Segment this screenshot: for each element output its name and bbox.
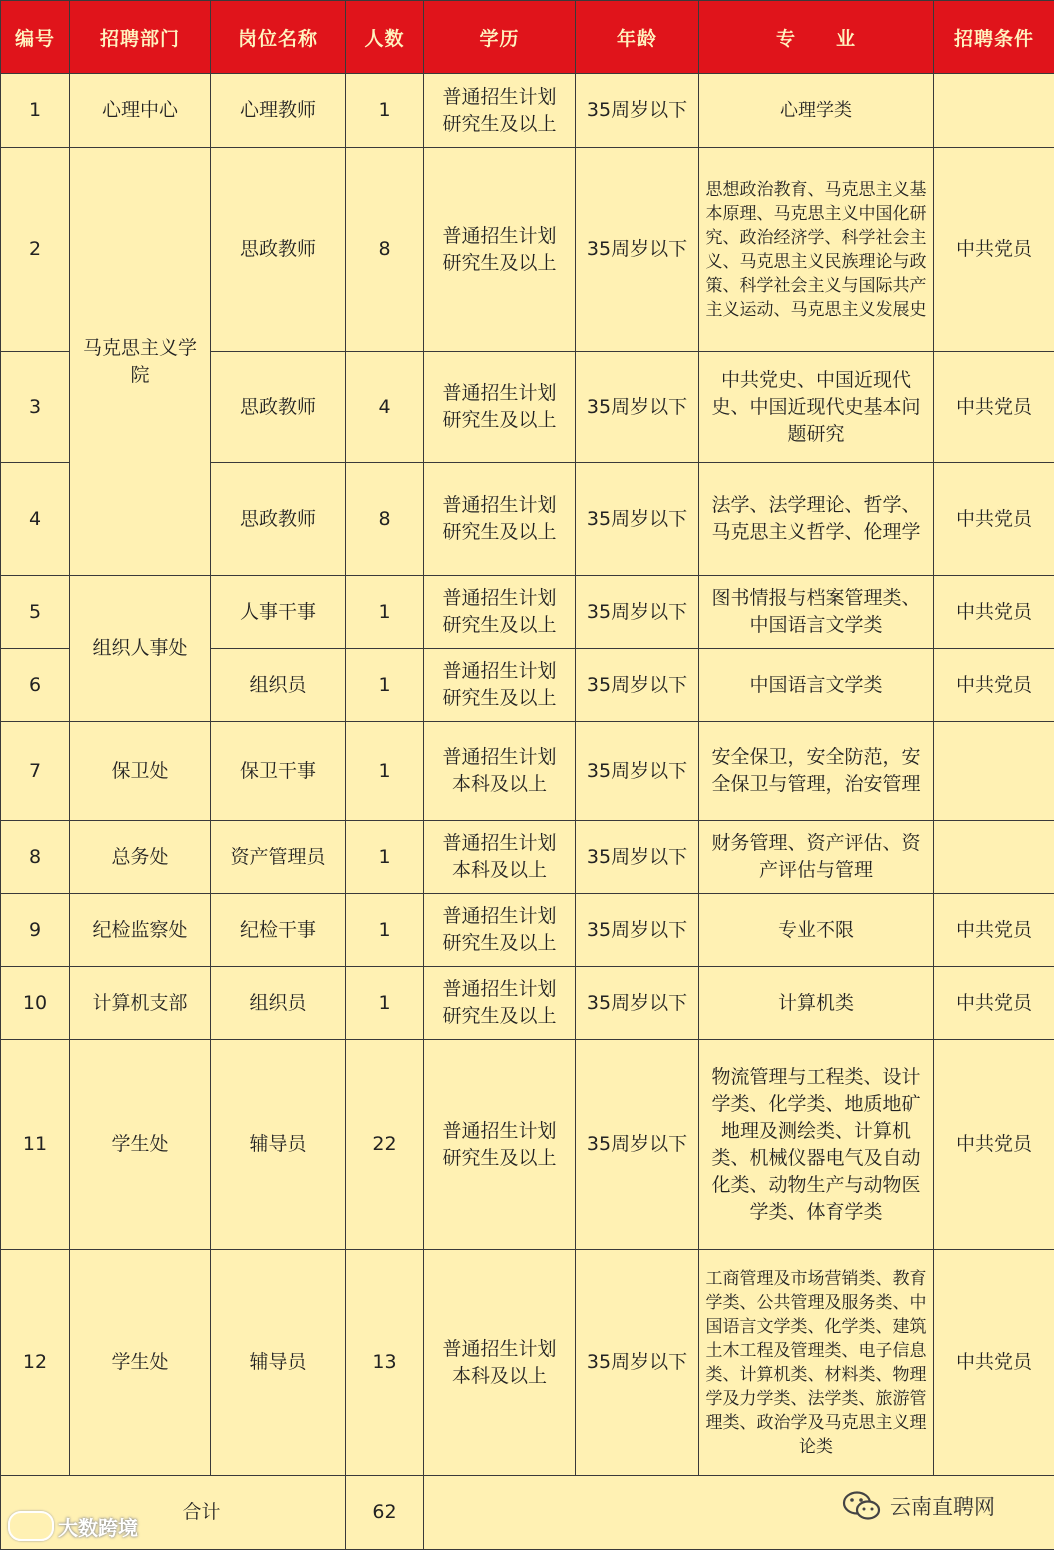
header-edu: 学历	[424, 1, 576, 74]
cell-post: 纪检干事	[211, 894, 346, 967]
cell-no: 8	[1, 821, 70, 894]
header-no: 编号	[1, 1, 70, 74]
cell-no: 4	[1, 463, 70, 576]
cell-no: 2	[1, 148, 70, 352]
cell-cond: 中共党员	[934, 894, 1054, 967]
cell-major: 财务管理、资产评估、资产评估与管理	[699, 821, 934, 894]
cell-major: 工商管理及市场营销类、教育学类、公共管理及服务类、中国语言文学类、化学类、建筑土木工程及管理类、电子信息类、计算机类、材料类、物理学及力学类、法学类、旅游管理类、政治学及马克思主义理论类	[699, 1250, 934, 1476]
cell-edu: 普通招生计划 研究生及以上	[424, 576, 576, 649]
cell-count: 1	[346, 649, 424, 722]
cell-cond: 中共党员	[934, 1040, 1054, 1250]
header-row	[1, 1, 1054, 74]
cell-age: 35周岁以下	[576, 821, 699, 894]
cell-post: 组织员	[211, 649, 346, 722]
cell-post: 保卫干事	[211, 722, 346, 821]
cell-no: 7	[1, 722, 70, 821]
cell-dept: 纪检监察处	[70, 894, 211, 967]
cell-age: 35周岁以下	[576, 352, 699, 463]
cell-cond: 中共党员	[934, 352, 1054, 463]
cell-age: 35周岁以下	[576, 148, 699, 352]
cell-age: 35周岁以下	[576, 894, 699, 967]
cell-count: 8	[346, 148, 424, 352]
cell-cond: 中共党员	[934, 649, 1054, 722]
cell-major: 心理学类	[699, 74, 934, 148]
cell-dept: 计算机支部	[70, 967, 211, 1040]
table-row	[1, 148, 1054, 352]
cell-edu: 普通招生计划 研究生及以上	[424, 967, 576, 1040]
cell-major: 思想政治教育、马克思主义基本原理、马克思主义中国化研究、政治经济学、科学社会主义、马克思主义民族理论与政策、科学社会主义与国际共产主义运动、马克思主义发展史	[699, 148, 934, 352]
cell-dept: 总务处	[70, 821, 211, 894]
watermark-left	[8, 1511, 138, 1541]
cell-no: 1	[1, 74, 70, 148]
cell-edu: 普通招生计划 本科及以上	[424, 1250, 576, 1476]
cell-dept: 马克思主义学院	[70, 148, 211, 576]
cell-major: 计算机类	[699, 967, 934, 1040]
cell-post: 辅导员	[211, 1040, 346, 1250]
cell-post: 人事干事	[211, 576, 346, 649]
header-cond: 招聘条件	[934, 1, 1054, 74]
table-row	[1, 894, 1054, 967]
cell-dept: 保卫处	[70, 722, 211, 821]
cell-edu: 普通招生计划 研究生及以上	[424, 352, 576, 463]
cell-no: 12	[1, 1250, 70, 1476]
cell-edu: 普通招生计划 本科及以上	[424, 722, 576, 821]
cell-post: 资产管理员	[211, 821, 346, 894]
header-post: 岗位名称	[211, 1, 346, 74]
cell-post: 思政教师	[211, 352, 346, 463]
cell-cond: 中共党员	[934, 1250, 1054, 1476]
table-row	[1, 74, 1054, 148]
cell-post: 思政教师	[211, 463, 346, 576]
cell-post: 辅导员	[211, 1250, 346, 1476]
cell-major: 法学、法学理论、哲学、马克思主义哲学、伦理学	[699, 463, 934, 576]
cell-post: 组织员	[211, 967, 346, 1040]
watermark-right	[842, 1490, 995, 1522]
cell-no: 10	[1, 967, 70, 1040]
header-count: 人数	[346, 1, 424, 74]
total-label: 合计	[1, 1476, 346, 1550]
cell-cond	[934, 722, 1054, 821]
cell-count: 1	[346, 576, 424, 649]
cell-age: 35周岁以下	[576, 1250, 699, 1476]
cell-age: 35周岁以下	[576, 74, 699, 148]
cell-count: 8	[346, 463, 424, 576]
table-row	[1, 821, 1054, 894]
cell-no: 6	[1, 649, 70, 722]
cell-age: 35周岁以下	[576, 463, 699, 576]
cell-no: 11	[1, 1040, 70, 1250]
cell-count: 4	[346, 352, 424, 463]
cell-count: 1	[346, 74, 424, 148]
watermark-right-text: 云南直聘网	[890, 1491, 995, 1521]
cell-no: 5	[1, 576, 70, 649]
cell-major: 中共党史、中国近现代史、中国近现代史基本问题研究	[699, 352, 934, 463]
cell-cond: 中共党员	[934, 967, 1054, 1040]
cell-major: 物流管理与工程类、设计学类、化学类、地质地矿地理及测绘类、计算机类、机械仪器电气及自动化类、动物生产与动物医学类、体育学类	[699, 1040, 934, 1250]
cell-count: 1	[346, 821, 424, 894]
cell-count: 1	[346, 722, 424, 821]
cell-post: 思政教师	[211, 148, 346, 352]
cell-major: 安全保卫，安全防范，安全保卫与管理，治安管理	[699, 722, 934, 821]
cell-post: 心理教师	[211, 74, 346, 148]
cell-edu: 普通招生计划 研究生及以上	[424, 1040, 576, 1250]
cell-edu: 普通招生计划 研究生及以上	[424, 463, 576, 576]
cell-count: 1	[346, 894, 424, 967]
cell-age: 35周岁以下	[576, 576, 699, 649]
cell-age: 35周岁以下	[576, 967, 699, 1040]
wechat-icon	[842, 1490, 882, 1522]
cell-count: 13	[346, 1250, 424, 1476]
cell-major: 专业不限	[699, 894, 934, 967]
header-major: 专 业	[699, 1, 934, 74]
header-dept: 招聘部门	[70, 1, 211, 74]
cell-cond	[934, 74, 1054, 148]
cell-age: 35周岁以下	[576, 1040, 699, 1250]
cell-age: 35周岁以下	[576, 722, 699, 821]
cell-edu: 普通招生计划 研究生及以上	[424, 649, 576, 722]
table-row	[1, 722, 1054, 821]
cell-cond: 中共党员	[934, 576, 1054, 649]
cell-dept: 心理中心	[70, 74, 211, 148]
cell-dept: 学生处	[70, 1040, 211, 1250]
table-row	[1, 1040, 1054, 1250]
cell-no: 9	[1, 894, 70, 967]
cell-edu: 普通招生计划 本科及以上	[424, 821, 576, 894]
table-row	[1, 576, 1054, 649]
watermark-left-text: 大数跨境	[58, 1512, 138, 1541]
table-row	[1, 1250, 1054, 1476]
cell-major: 中国语言文学类	[699, 649, 934, 722]
cell-edu: 普通招生计划 研究生及以上	[424, 894, 576, 967]
cell-cond	[934, 821, 1054, 894]
table-row	[1, 967, 1054, 1040]
cell-age: 35周岁以下	[576, 649, 699, 722]
total-count: 62	[346, 1476, 424, 1550]
cell-no: 3	[1, 352, 70, 463]
cell-cond: 中共党员	[934, 148, 1054, 352]
cell-edu: 普通招生计划 研究生及以上	[424, 148, 576, 352]
cell-cond: 中共党员	[934, 463, 1054, 576]
cell-edu: 普通招生计划 研究生及以上	[424, 74, 576, 148]
cell-dept: 学生处	[70, 1250, 211, 1476]
cell-major: 图书情报与档案管理类、中国语言文学类	[699, 576, 934, 649]
watermark-logo-icon	[8, 1511, 54, 1541]
cell-dept: 组织人事处	[70, 576, 211, 722]
cell-count: 1	[346, 967, 424, 1040]
cell-count: 22	[346, 1040, 424, 1250]
header-age: 年龄	[576, 1, 699, 74]
